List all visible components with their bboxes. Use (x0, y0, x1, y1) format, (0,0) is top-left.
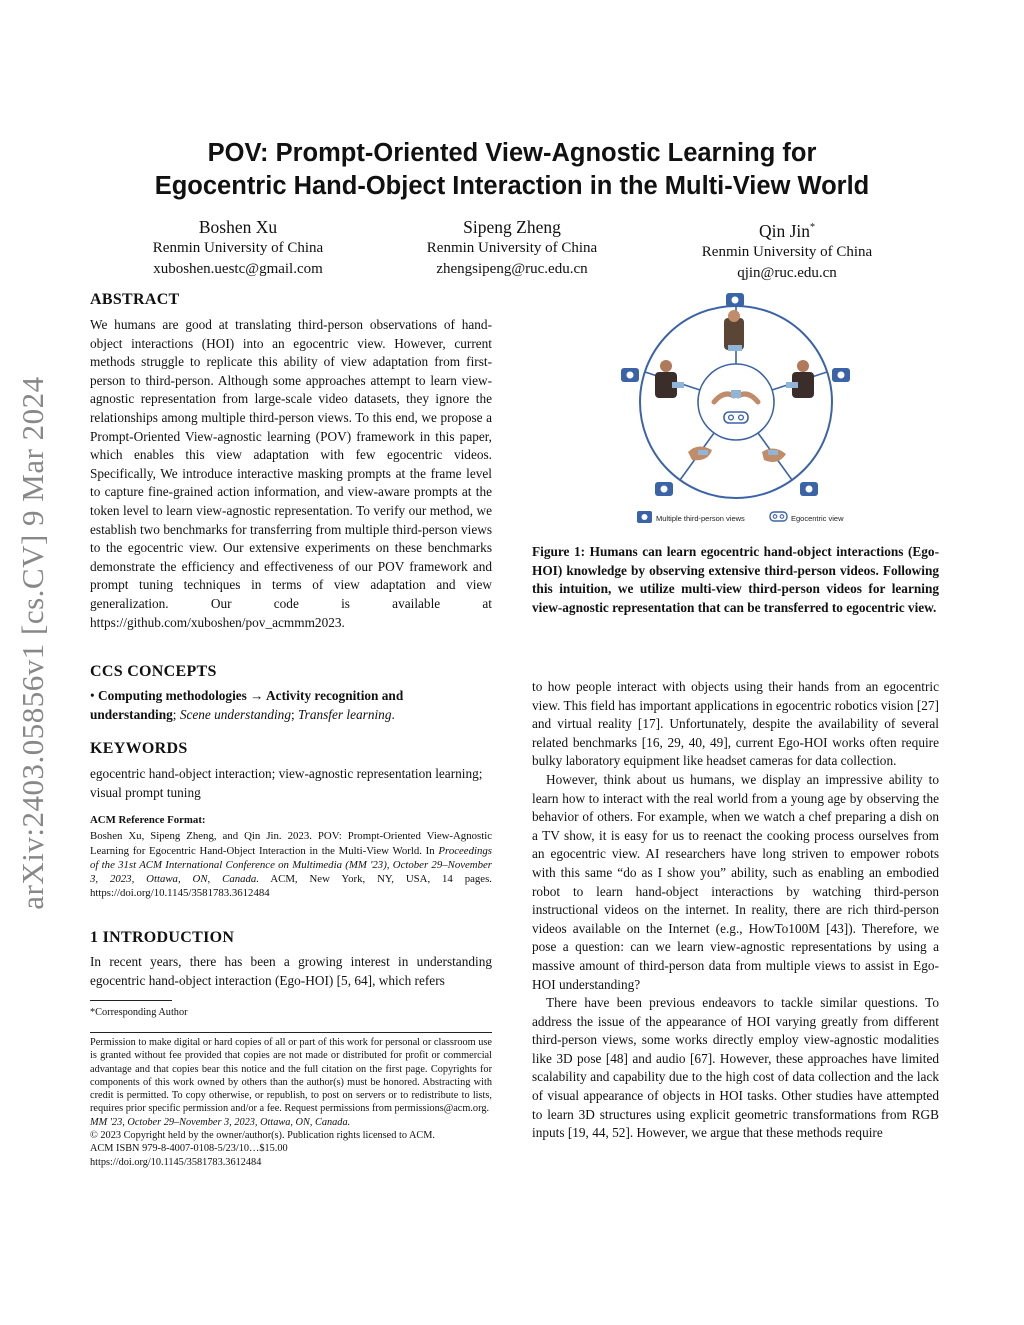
legend-third-person: Multiple third-person views (656, 514, 745, 523)
author-affiliation: Renmin University of China (152, 240, 324, 256)
arxiv-id: arXiv:2403.05856v1 [cs.CV] 9 Mar 2024 (15, 375, 50, 910)
intro-heading: 1 INTRODUCTION (90, 929, 235, 946)
footnote-rule (90, 1000, 172, 1001)
ccs-concept-2: Scene understanding (179, 706, 291, 722)
acm-reference-heading: ACM Reference Format: (90, 814, 206, 826)
author-email[interactable]: qjin@ruc.edu.cn (737, 264, 837, 281)
legend-egocentric: Egocentric view (791, 514, 844, 523)
author-block-2 (367, 217, 657, 280)
multi-view-diagram (610, 290, 866, 530)
acm-ref-proceedings: Proceedings of the 31st ACM International Conference on Multimedia (MM '23), October 29–November 3, 2023, Ottawa, ON, Canada. (90, 844, 492, 886)
author-block-3 (642, 217, 932, 284)
footnote: *Corresponding Author (90, 1007, 188, 1018)
legend-camera-icon (637, 511, 652, 523)
ccs-bullet: • (90, 688, 95, 703)
author-name: Qin Jin (758, 220, 811, 241)
abstract-heading: ABSTRACT (90, 291, 180, 308)
permission-text: Permission to make digital or hard copies of all or part of this work for personal or classroom use is granted without fee provided that copies are not made or distributed for profit or commercial advantage and that copies bear this notice and the full citation on the first page. Copyrights for components of this work owned by others than the author(s) must be honored. Abstracting with credit is permitted. To copy otherwise, or republish, to post on servers or to redistribute to lists, requires prior specific permission and/or a fee. Request permissions from permissions@acm.org. (90, 1037, 492, 1115)
ccs-heading: CCS CONCEPTS (90, 663, 217, 680)
abstract-text (90, 316, 492, 632)
corresponding-mark: * (810, 222, 816, 233)
author-block-1 (93, 217, 383, 280)
author-affiliation: Renmin University of China (426, 240, 598, 256)
author-email[interactable]: xuboshen.uestc@gmail.com (153, 261, 323, 277)
camera-icon (655, 482, 673, 496)
author-name: Sipeng Zheng (463, 217, 561, 237)
copyright-line: © 2023 Copyright held by the owner/author(s). Publication rights licensed to ACM. (90, 1130, 436, 1142)
conference-line: MM '23, October 29–November 3, 2023, Ottawa, ON, Canada. (90, 1116, 351, 1128)
arxiv-stamp (8, 355, 58, 930)
title-line-1: POV: Prompt-Oriented View-Agnostic Learning for (207, 139, 817, 167)
title-line-2: Egocentric Hand-Object Interaction in the Multi-View World (154, 172, 870, 200)
isbn-line: ACM ISBN 979-8-4007-0108-5/23/10…$15.00 (90, 1143, 288, 1155)
author-name: Boshen Xu (198, 217, 278, 237)
author-email[interactable]: zhengsipeng@ruc.edu.cn (436, 261, 588, 277)
permission-rule (90, 1032, 492, 1033)
ccs-concept-3: Transfer learning (298, 706, 392, 722)
paper-title (90, 137, 934, 203)
intro-paragraph-1-cont: to how people interact with objects using their hands from an egocentric view. This field has important applications in egocentric robotics vision [27] and virtual reality [17]. Unfortunately, despite the availability of several related benchmarks [16, 29, 40, 49], current Ego-HOI works often require bulky laboratory equipment like headset cameras for data collection. (532, 679, 939, 769)
intro-paragraph-1: In recent years, there has been a growing interest in understanding egocentric hand-object interaction (Ego-HOI) [5, 64], which refers (90, 954, 492, 988)
ccs-text: • Computing methodologies → Activity recognition and understanding; Scene understanding; Transfer learning. (90, 688, 404, 722)
camera-icon (832, 368, 850, 382)
legend-vr-headset-icon (770, 512, 787, 521)
figure-1 (610, 290, 866, 530)
camera-icon (726, 293, 744, 307)
author-affiliation: Renmin University of China (701, 243, 873, 260)
intro-paragraph-3: There have been previous endeavors to tackle similar questions. To address the issue of the appearance of HOI varying greatly from different third-person views, some works directly employ view-agnostic modalities like 3D pose [48] and audio [67]. However, these approaches have limited scalability and capability due to the high cost of data collection and the lack of visual appearance of objects in HOI tasks. Other studies have attempted to learn 3D structures using explicit geometric transformations from RGB inputs [19, 44, 52]. However, we argue that these methods require (532, 995, 939, 1141)
camera-icon (621, 368, 639, 382)
doi-link[interactable]: https://doi.org/10.1145/3581783.3612484 (90, 1156, 262, 1168)
acm-reference (90, 813, 492, 901)
keywords-heading: KEYWORDS (90, 740, 188, 757)
intro-right-text (532, 678, 939, 1143)
keywords-text: egocentric hand-object interaction; view-agnostic representation learning; visual prompt tuning (90, 766, 483, 800)
abstract-paragraph: We humans are good at translating third-person observations of hand-object interactions (HOI) into an egocentric view. However, current methods struggle to replicate this ability of view adaptation from first-person to third-person. Although some approaches attempt to learn view-agnostic representation from large-scale video datasets, they ignore the relationships among multiple third-person views. To this end, we propose a Prompt-Oriented View-agnostic learning (POV) framework in this paper, which enables this view adaptation with few egocentric videos. Specifically, We introduce interactive masking prompts at the frame level to capture fine-grained action information, and view-aware prompts at the token level to learn view-agnostic representation. To verify our method, we establish two benchmarks for transferring from multiple third-person views to the egocentric view. Our extensive experiments on these benchmarks demonstrate the efficiency and effectiveness of our POV framework and prompt tuning techniques in terms of view adaptation and view generalization. Our code is available at https://github.com/xuboshen/pov_acmmm2023. (90, 317, 492, 630)
intro-paragraph-2: However, think about us humans, we display an impressive ability to learn how to interact with the real world from a young age by observing the behavior of others. For example, when we watch a chef preparing a dish on a TV show, it is easy for us to reenact the cooking process ourselves from an egocentric view. AI researchers have long striven to empower robots with this same “do as I show you” ability, such as enabling an embodied robot to learn hand-object interactions by watching third-person instructional videos on the internet. In reality, there are rich third-person videos available on the Internet (e.g., HowTo100M [43]). Therefore, we pose a question: can we learn view-agnostic representations by using a massive amount of third-person data from multiple views to assist in Ego-HOI understanding? (532, 771, 939, 992)
permission-block (90, 1036, 492, 1169)
acm-ref-authors: Boshen Xu, Sipeng Zheng, and Qin Jin. 2023. POV: Prompt-Oriented View-Agnostic Learning for Egocentric Hand-Object Interaction in the Multi-View World. In (90, 830, 492, 857)
camera-icon (800, 482, 818, 496)
ccs-concept: Computing methodologies → Activity recognition and understanding (90, 688, 404, 722)
acm-ref-tail[interactable]: ACM, New York, NY, USA, 14 pages. https://doi.org/10.1145/3581783.3612484 (90, 873, 493, 900)
figure-caption: Figure 1: Humans can learn egocentric hand-object interactions (Ego-HOI) knowledge by observing extensive third-person videos. Following this intuition, we utilize multi-view third-person videos for learning view-agnostic representation that can be transferred to egocentric view. (532, 544, 939, 615)
intro-left-text (90, 953, 492, 990)
